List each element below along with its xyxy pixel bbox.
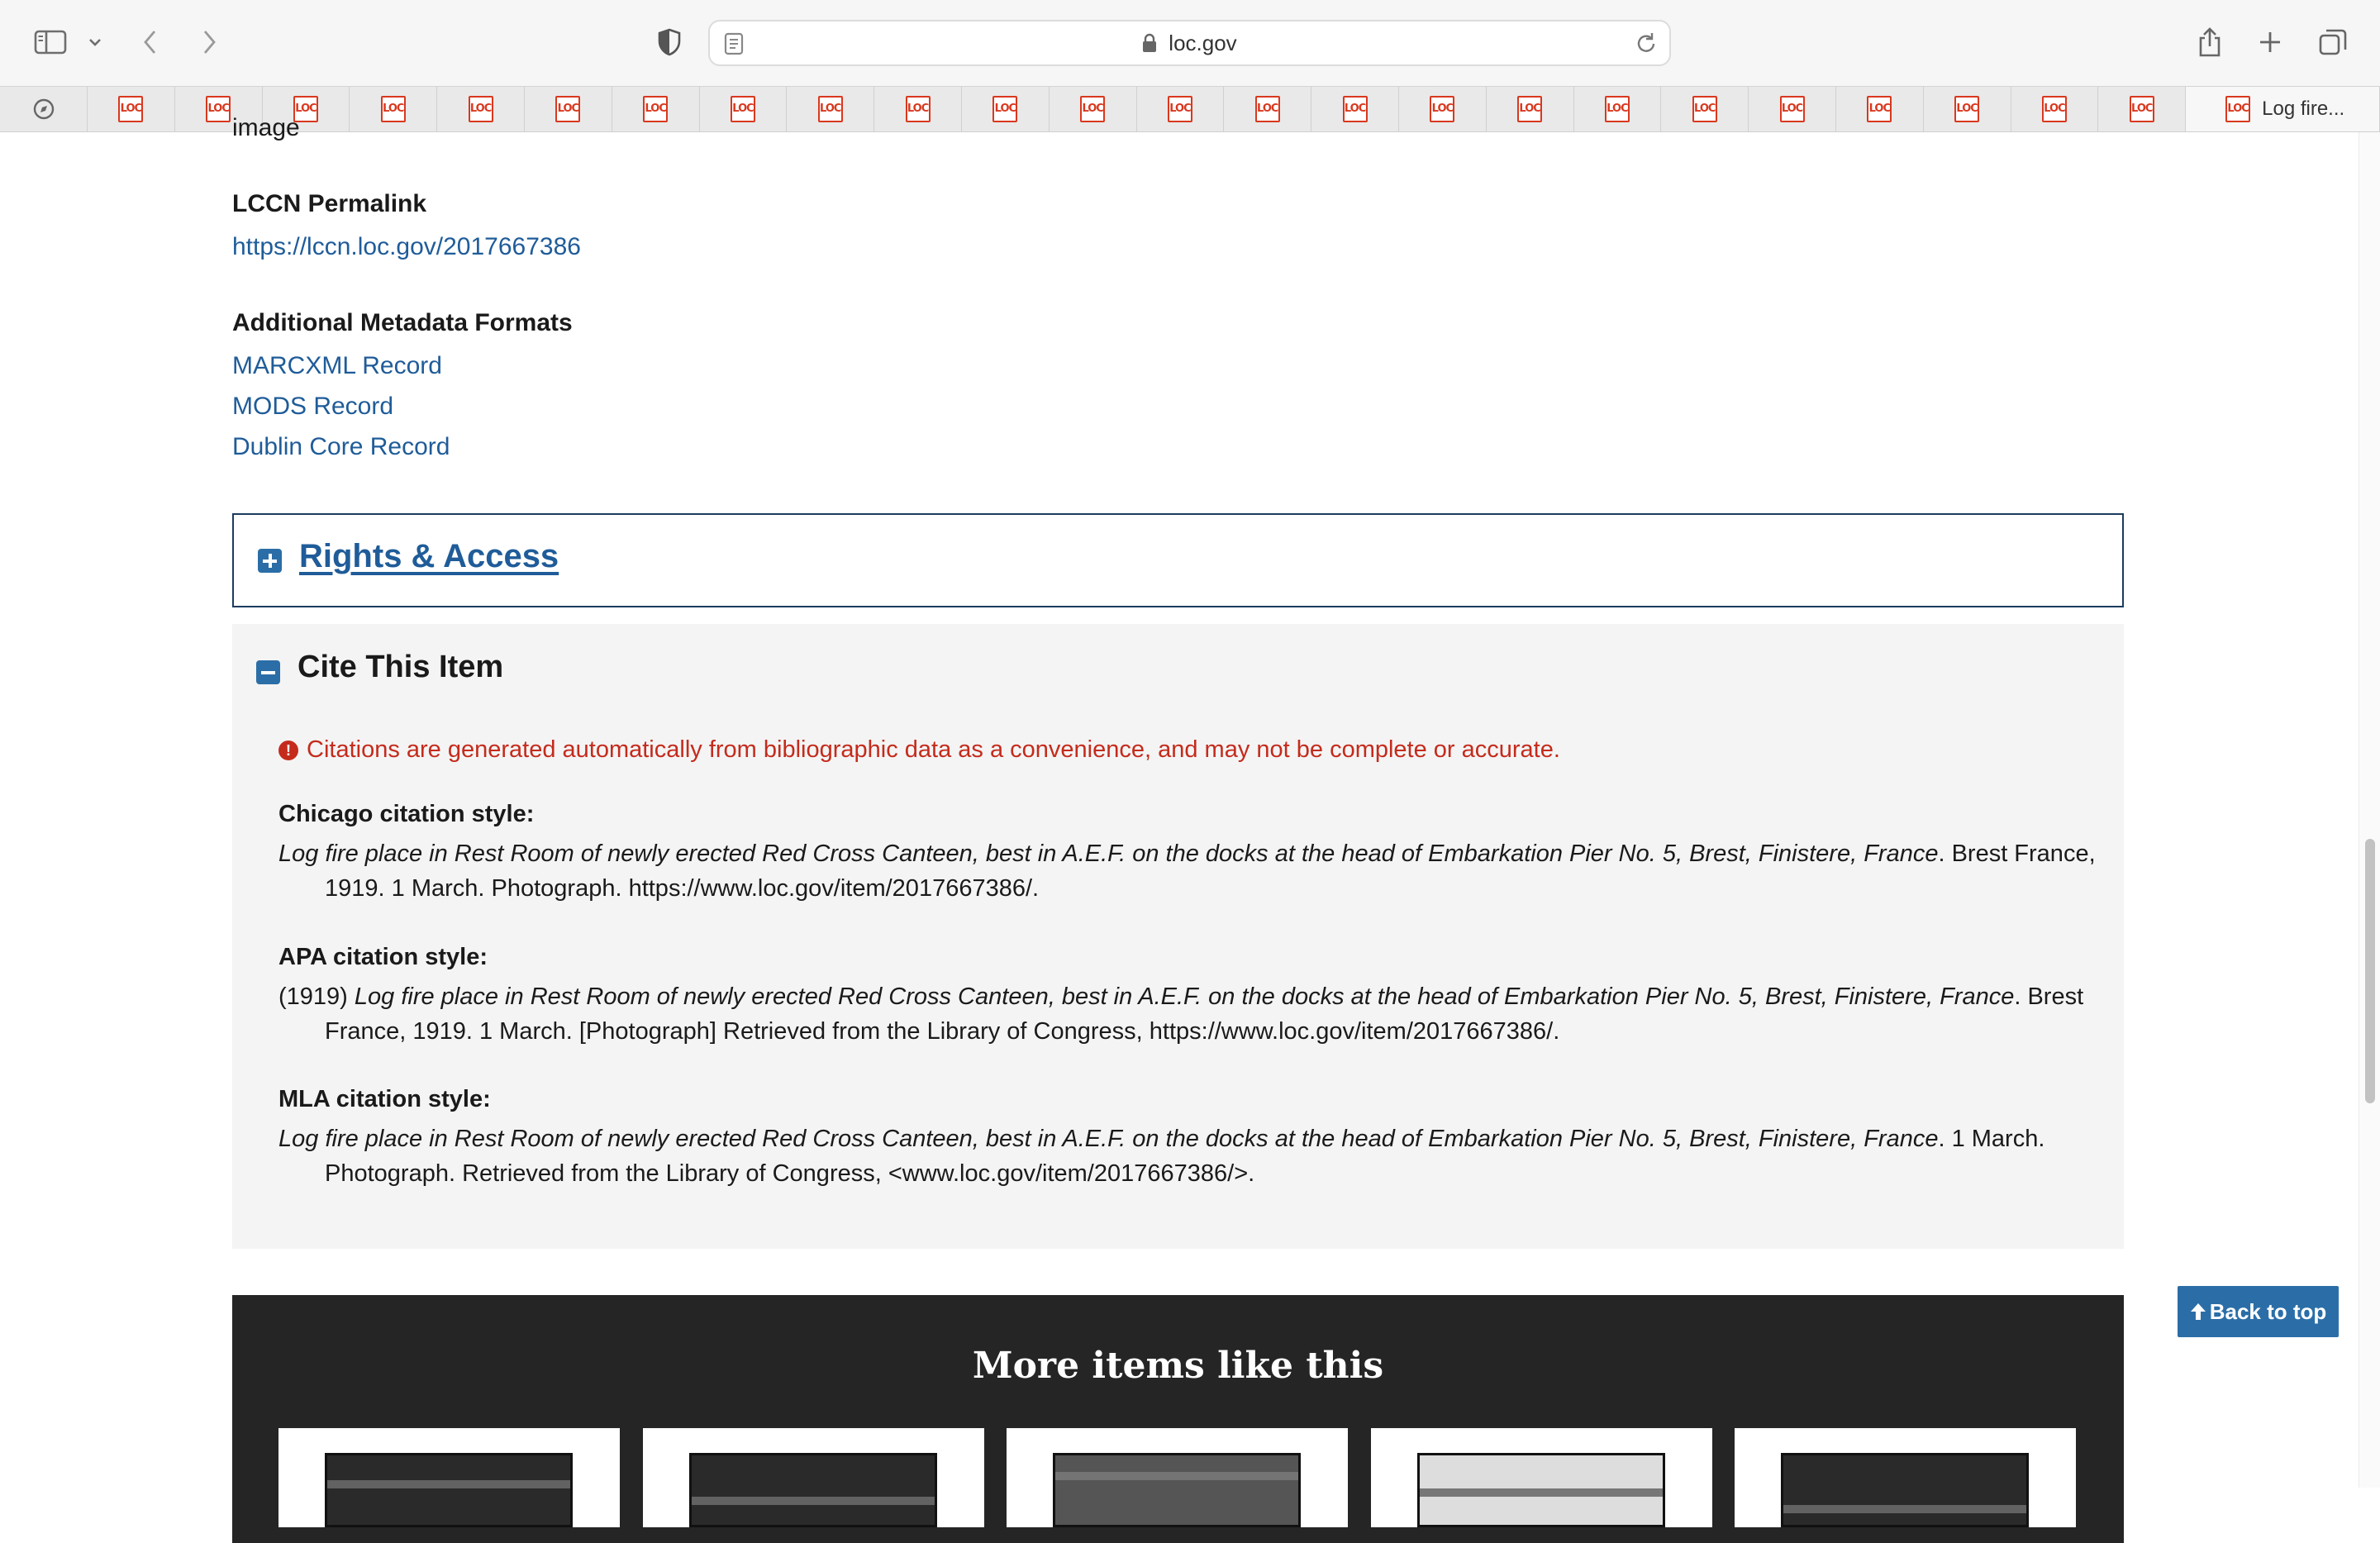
page-content	[0, 114, 2380, 1488]
chicago-title: Log fire place in Rest Room of newly erected Red Cross Canteen, best in A.E.F. on the docks at the head of Embarkation Pier No. 5, Brest, Finistere, France	[278, 841, 1939, 867]
collapse-minus-icon[interactable]	[256, 660, 280, 684]
mla-rest: . 1 March. Photograph. Retrieved from the Library of Congress, <www.loc.gov/item/2017667386/>.	[325, 1126, 2045, 1187]
marcxml-link[interactable]: MARCXML Record	[232, 352, 442, 379]
tab-bar	[0, 86, 2380, 132]
rights-access-heading[interactable]: Rights & Access	[299, 538, 559, 574]
loc-favicon-icon: LOC	[2130, 96, 2154, 122]
loc-favicon-icon: LOC	[1168, 96, 1192, 122]
sidebar-toggle-icon[interactable]	[30, 21, 71, 63]
apa-prefix: (1919)	[278, 983, 355, 1010]
loc-favicon-icon: LOC	[1954, 96, 1979, 122]
related-item-card[interactable]	[278, 1428, 620, 1527]
scrollbar-thumb[interactable]	[2365, 839, 2375, 1103]
tab-overview-icon[interactable]	[2312, 21, 2354, 63]
apa-rest: . Brest France, 1919. 1 March. [Photograph] Retrieved from the Library of Congress, https://www.loc.gov/item/2017667386/.	[325, 983, 2084, 1045]
mods-link[interactable]: MODS Record	[232, 393, 394, 420]
browser-tab[interactable]	[1050, 87, 1137, 131]
browser-tab[interactable]	[1224, 87, 1311, 131]
browser-tab[interactable]	[1924, 87, 2011, 131]
chicago-citation	[278, 836, 2097, 906]
loc-favicon-icon: LOC	[992, 96, 1017, 122]
loc-favicon-icon: LOC	[1605, 96, 1630, 122]
browser-tab[interactable]	[88, 87, 175, 131]
reload-icon[interactable]	[1635, 31, 1658, 60]
browser-tab[interactable]	[612, 87, 700, 131]
browser-toolbar	[0, 0, 2380, 86]
back-to-top-button[interactable]	[2178, 1286, 2339, 1337]
expand-plus-icon[interactable]	[258, 549, 282, 573]
loc-favicon-icon: LOC	[2042, 96, 2067, 122]
alert-icon: !	[278, 741, 298, 760]
browser-tab[interactable]	[1311, 87, 1399, 131]
citation-warning	[278, 736, 1560, 764]
back-icon[interactable]	[130, 21, 171, 63]
loc-favicon-icon: LOC	[469, 96, 493, 122]
related-item-thumbnail[interactable]	[325, 1453, 573, 1527]
cite-heading[interactable]: Cite This Item	[298, 650, 504, 684]
browser-tab[interactable]	[2011, 87, 2099, 131]
browser-tab[interactable]	[1487, 87, 1574, 131]
compass-icon	[32, 98, 55, 121]
loc-favicon-icon: LOC	[1867, 96, 1892, 122]
chicago-rest: . Brest France, 1919. 1 March. Photograph. https://www.loc.gov/item/2017667386/.	[325, 841, 2096, 902]
compass-tab[interactable]	[0, 87, 88, 131]
formats-label: Additional Metadata Formats	[232, 309, 573, 336]
loc-favicon-icon: LOC	[1255, 96, 1280, 122]
citation-warning-text: Citations are generated automatically from bibliographic data as a convenience, and may not be complete or accurate.	[307, 736, 1560, 763]
related-item-card[interactable]	[1371, 1428, 1712, 1527]
share-icon[interactable]	[2189, 21, 2230, 63]
browser-tab[interactable]	[962, 87, 1050, 131]
more-items-heading: More items like this	[972, 1345, 1384, 1387]
back-to-top-label: Back to top	[2209, 1298, 2327, 1324]
browser-tab[interactable]	[2098, 87, 2186, 131]
loc-favicon-icon: LOC	[1343, 96, 1368, 122]
loc-favicon-icon: LOC	[555, 96, 580, 122]
loc-favicon-icon: LOC	[1080, 96, 1105, 122]
browser-tab[interactable]	[1836, 87, 1924, 131]
loc-favicon-icon: LOC	[906, 96, 931, 122]
browser-tab[interactable]	[874, 87, 962, 131]
address-bar[interactable]	[708, 20, 1671, 66]
related-item-card[interactable]	[1007, 1428, 1348, 1527]
related-item-thumbnail[interactable]	[689, 1453, 937, 1527]
lccn-label: LCCN Permalink	[232, 190, 427, 217]
loc-favicon-icon: LOC	[1517, 96, 1542, 122]
related-item-thumbnail[interactable]	[1053, 1453, 1301, 1527]
forward-icon[interactable]	[188, 21, 230, 63]
page-scrollbar[interactable]	[2359, 132, 2380, 1488]
browser-tab[interactable]	[787, 87, 874, 131]
cite-this-item-section	[232, 624, 2124, 1249]
loc-favicon-icon: LOC	[818, 96, 843, 122]
loc-favicon-icon: LOC	[643, 96, 668, 122]
related-item-thumbnail[interactable]	[1781, 1453, 2029, 1527]
browser-tab[interactable]	[700, 87, 788, 131]
loc-favicon-icon: LOC	[293, 96, 318, 122]
loc-favicon-icon: LOC	[2225, 96, 2250, 122]
related-item-card[interactable]	[1735, 1428, 2076, 1527]
lock-icon	[1142, 33, 1157, 53]
loc-favicon-icon: LOC	[206, 96, 231, 122]
browser-tab[interactable]	[525, 87, 612, 131]
related-item-thumbnail[interactable]	[1417, 1453, 1665, 1527]
apa-title: Log fire place in Rest Room of newly erected Red Cross Canteen, best in A.E.F. on the docks at the head of Embarkation Pier No. 5, Brest, Finistere, France	[354, 983, 2015, 1010]
mla-title: Log fire place in Rest Room of newly erected Red Cross Canteen, best in A.E.F. on the docks at the head of Embarkation Pier No. 5, Brest, Finistere, France	[278, 1126, 1939, 1152]
browser-tab[interactable]	[437, 87, 525, 131]
url-display	[710, 21, 1669, 64]
loc-favicon-icon: LOC	[118, 96, 143, 122]
browser-tab[interactable]	[1574, 87, 1662, 131]
browser-tab[interactable]	[1399, 87, 1487, 131]
mla-citation	[278, 1122, 2097, 1191]
loc-favicon-icon: LOC	[1780, 96, 1805, 122]
mla-label: MLA citation style:	[278, 1086, 491, 1112]
apa-label: APA citation style:	[278, 944, 488, 970]
more-items-section	[232, 1295, 2124, 1543]
related-item-card[interactable]	[643, 1428, 984, 1527]
chicago-label: Chicago citation style:	[278, 801, 535, 827]
loc-favicon-icon: LOC	[381, 96, 406, 122]
loc-favicon-icon: LOC	[1692, 96, 1717, 122]
loc-favicon-icon: LOC	[1430, 96, 1454, 122]
chevron-down-icon[interactable]	[74, 21, 116, 63]
browser-tab[interactable]	[1661, 87, 1749, 131]
lccn-link[interactable]: https://lccn.loc.gov/2017667386	[232, 233, 581, 260]
format-value: image	[232, 114, 300, 141]
arrow-up-icon	[2190, 1303, 2206, 1321]
browser-tab[interactable]	[1749, 87, 1836, 131]
apa-citation	[278, 979, 2097, 1049]
active-tab-title: Log fire...	[2262, 98, 2345, 120]
new-tab-icon[interactable]	[2249, 21, 2291, 63]
url-text: loc.gov	[1169, 30, 1237, 55]
active-tab[interactable]	[2186, 87, 2380, 131]
loc-favicon-icon: LOC	[731, 96, 755, 122]
dublin-core-link[interactable]: Dublin Core Record	[232, 433, 450, 460]
rights-access-accordion[interactable]	[232, 513, 2124, 607]
browser-tab[interactable]	[350, 87, 437, 131]
browser-tab[interactable]	[1137, 87, 1225, 131]
privacy-shield-icon[interactable]	[649, 21, 690, 63]
